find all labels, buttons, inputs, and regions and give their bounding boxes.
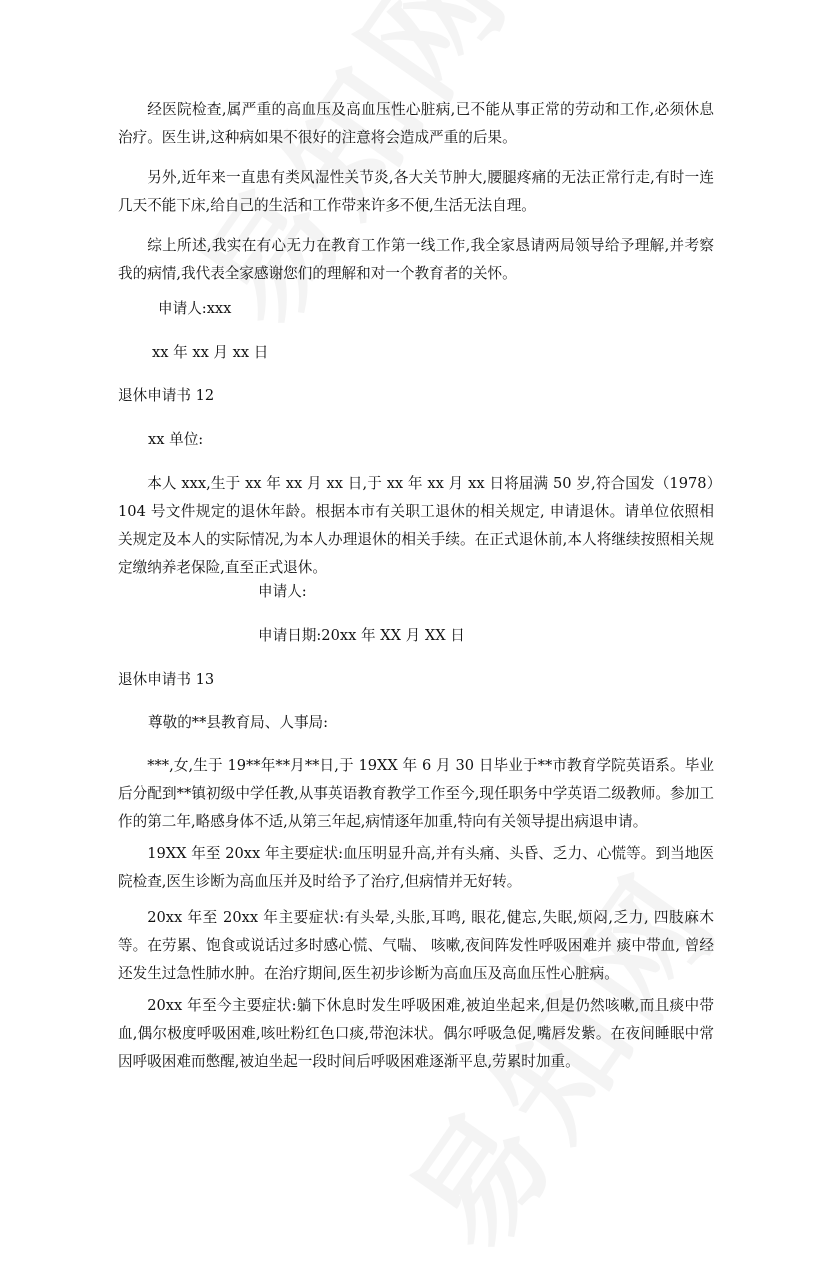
letter-12-addressee: xx 单位:	[148, 431, 204, 448]
letter-13-symptoms-1: 19XX 年至 20xx 年主要症状:血压明显升高,并有头痛、头昏、乏力、心慌等。到当地医院检查,医生诊断为高血压并及时给予了治疗,但病情并无好转。	[118, 845, 714, 890]
letter-13-symptoms-2: 20xx 年至 20xx 年主要症状:有头晕,头胀,耳鸣, 眼花,健忘,失眠,烦闷,乏力, 四肢麻木等。在劳累、饱食或说话过多时感心慌、气喘、 咳嗽,夜间阵发性呼吸困难并 痰中带血, 曾经还发生过急性肺水肿。在治疗期间,医生初步诊断为高血压及高血压性心脏病。	[118, 909, 714, 982]
letter-13-title: 退休申请书 13	[118, 671, 215, 688]
signature-date: xx 年 xx 月 xx 日	[152, 344, 269, 361]
paragraph-rheumatism: 另外,近年来一直患有类风湿性关节炎,各大关节肿大,腰腿疼痛的无法正常行走,有时一连几天不能下床,给自己的生活和工作带来许多不便,生活无法自理。	[118, 169, 714, 214]
signature-applicant: 申请人:xxx	[158, 300, 232, 317]
paragraph-conclusion: 综上所述,我实在有心无力在教育工作第一线工作,我全家恳请两局领导给予理解,并考察我的病情,我代表全家感谢您们的理解和对一个教育者的关怀。	[118, 237, 714, 282]
letter-13-intro: ***,女,生于 19**年**月**日,于 19XX 年 6 月 30 日毕业于**市教育学院英语系。毕业后分配到**镇初级中学任教,从事英语教育教学工作至今,现任职务中学英语二级教师。参加工作的第二年,略感身体不适,从第三年起,病情逐年加重,特向有关领导提出病退申请。	[118, 757, 714, 830]
letter-13-symptoms-3: 20xx 年至今主要症状:躺下休息时发生呼吸困难,被迫坐起来,但是仍然咳嗽,而且痰中带血,偶尔极度呼吸困难,咳吐粉红色口痰,带泡沫状。偶尔呼吸急促,嘴唇发紫。在夜间睡眠中常因呼吸困难而憋醒,被迫坐起一段时间后呼吸困难逐渐平息,劳累时加重。	[118, 997, 714, 1070]
letter-12-date: 申请日期:20xx 年 XX 月 XX 日	[258, 627, 465, 644]
letter-12-applicant: 申请人:	[258, 583, 307, 600]
paragraph-hospital-exam: 经医院检查,属严重的高血压及高血压性心脏病,已不能从事正常的劳动和工作,必须休息治疗。医生讲,这种病如果不很好的注意将会造成严重的后果。	[118, 101, 714, 146]
letter-12-title: 退休申请书 12	[118, 387, 215, 404]
letter-13-addressee: 尊敬的**县教育局、人事局:	[148, 714, 329, 731]
letter-12-body: 本人 xxx,生于 xx 年 xx 月 xx 日,于 xx 年 xx 月 xx 日将届满 50 岁,符合国发（1978）104 号文件规定的退休年龄。根据本市有关职工退休的相关规定, 申请退休。请单位依照相关规定及本人的实际情况,为本人办理退休的相关手续。在正式退休前,本人将继续按照相关规定缴纳养老保险,直至正式退休。	[118, 475, 714, 576]
